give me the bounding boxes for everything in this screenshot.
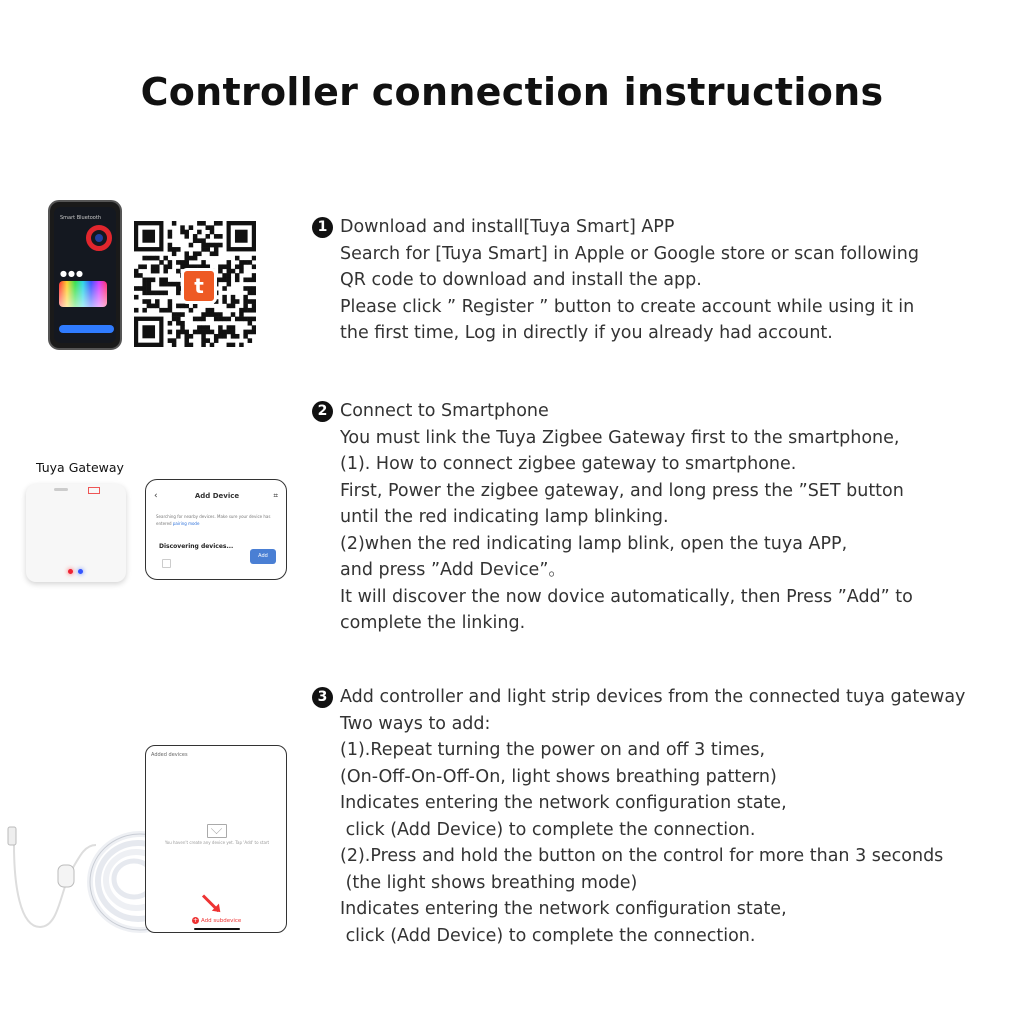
empty-envelope-icon [207, 824, 227, 838]
phone-header-text: Smart Bluetooth [60, 215, 101, 221]
color-dots-icon: ●●● [60, 269, 84, 278]
gateway-label: Tuya Gateway [36, 460, 124, 475]
step-3-line: Add controller and light strip devices from the connected tuya gateway [340, 687, 966, 707]
step-2-line: Connect to Smartphone [340, 401, 549, 421]
step-2-line: (1). How to connect zigbee gateway to smartphone. [340, 454, 797, 474]
empty-hint-text: You haven't create any device yet. Tap 'Add' to start [164, 840, 270, 845]
step-2 [312, 398, 913, 637]
red-led-icon [68, 569, 73, 574]
add-device-screen [145, 479, 287, 580]
tuya-app-logo: t [181, 268, 217, 304]
pairing-mode-link[interactable]: pairing mode [172, 521, 200, 526]
step-2-line: First, Power the zigbee gateway, and long press the ”SET button [340, 480, 904, 501]
search-message: Searching for nearby devices. Make sure your device has entered [156, 514, 271, 526]
step-number-badge: 1 [312, 217, 333, 238]
discovering-label: Discovering devices... [159, 543, 234, 550]
step-1 [312, 214, 919, 347]
step-3-line: (the light shows breathing mode) [340, 872, 638, 893]
step-3-line: click (Add Device) to complete the connection. [340, 819, 756, 840]
scan-icon[interactable]: ⌗ [273, 491, 278, 500]
add-subdevice-button[interactable]: + Add subdevice [192, 917, 241, 924]
device-checkbox[interactable] [162, 559, 171, 568]
step-1-line: Please click ” Register ” button to create account while using it in [340, 296, 915, 317]
usb-port [54, 488, 68, 491]
step-1-line: the first time, Log in directly if you already had account. [340, 323, 833, 343]
step-3-line: (2).Press and hold the button on the control for more than 3 seconds [340, 846, 944, 866]
back-icon[interactable]: ‹ [154, 491, 158, 501]
page-title: Controller connection instructions [140, 70, 884, 114]
tuya-gateway-device [26, 484, 126, 582]
smartphone-app-screenshot [48, 200, 122, 350]
color-spectrum-picker [59, 281, 107, 307]
step-3-line: (1).Repeat turning the power on and off 3 times, [340, 740, 766, 760]
set-button-indicator [88, 487, 100, 494]
step-3 [312, 684, 965, 949]
add-button[interactable]: Add [250, 549, 276, 564]
step-2-line: until the red indicating lamp blinking. [340, 507, 669, 527]
step-2-line: and press ”Add Device”。 [340, 560, 566, 580]
step-3-line: click (Add Device) to complete the connection. [340, 925, 756, 946]
step-2-line: (2)when the red indicating lamp blink, open the tuya APP, [340, 533, 848, 554]
added-devices-screen [145, 745, 287, 933]
step-2-line: It will discover the now dovice automatically, then Press ”Add” to [340, 586, 913, 607]
blue-led-icon [78, 569, 83, 574]
home-indicator-bar [194, 928, 240, 930]
step-1-line: Download and install[Tuya Smart] APP [340, 217, 675, 237]
step-3-line: Indicates entering the network configuration state, [340, 793, 787, 813]
phone-screen [54, 207, 116, 343]
qr-code [134, 221, 256, 347]
step-number-badge: 2 [312, 401, 333, 422]
step-2-line: You must link the Tuya Zigbee Gateway first to the smartphone, [340, 427, 900, 448]
brightness-slider [59, 325, 114, 333]
step-3-line: (On-Off-On-Off-On, light shows breathing pattern) [340, 766, 777, 787]
add-device-title: Add Device [194, 492, 240, 500]
step-number-badge: 3 [312, 687, 333, 708]
step-3-line: Two ways to add: [340, 713, 491, 734]
color-ring-icon [86, 225, 112, 251]
step-1-line: QR code to download and install the app. [340, 270, 702, 290]
step-3-line: Indicates entering the network configuration state, [340, 899, 787, 919]
step-1-line: Search for [Tuya Smart] in Apple or Google store or scan following [340, 243, 919, 264]
searching-text [156, 513, 281, 527]
step-2-line: complete the linking. [340, 613, 526, 633]
added-devices-header: Added devices [151, 752, 188, 758]
red-arrow-icon [202, 894, 220, 912]
